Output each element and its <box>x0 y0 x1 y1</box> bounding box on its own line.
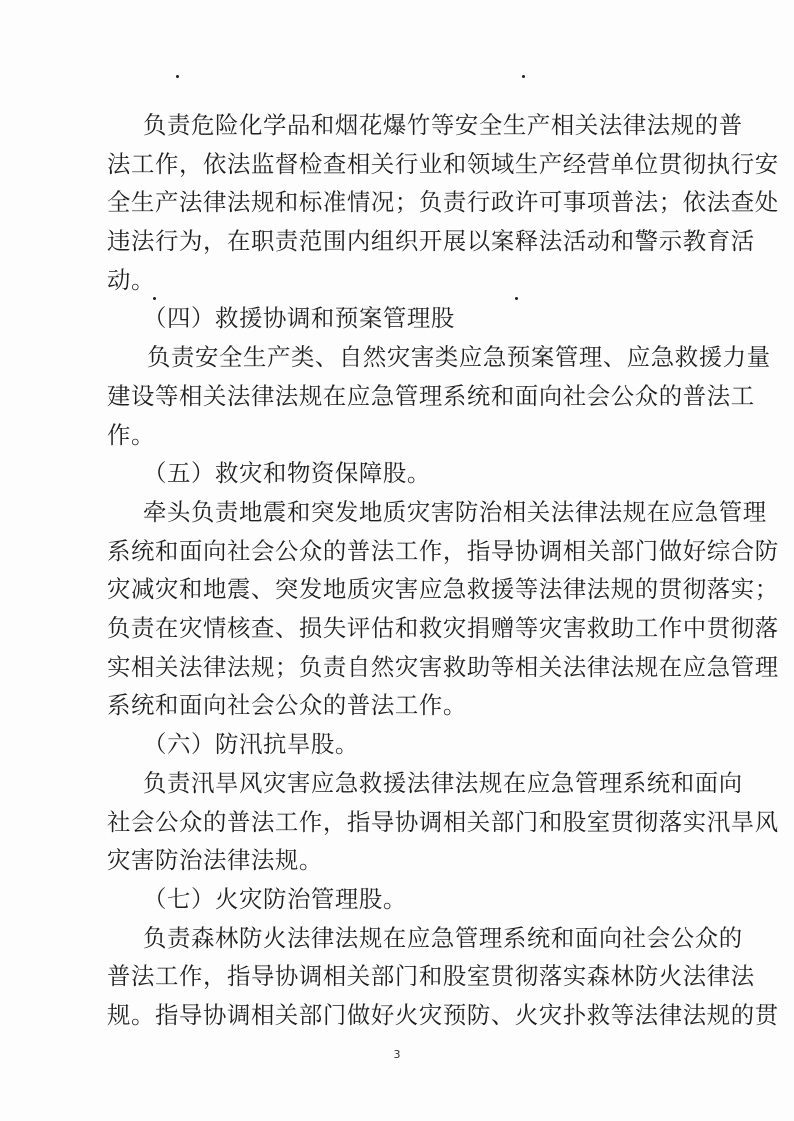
body-line: 负责汛旱风灾害应急救援法律法规在应急管理系统和面向 <box>143 769 743 797</box>
body-line: 负责森林防火法律法规在应急管理系统和面向社会公众的 <box>143 924 743 952</box>
body-line: 作。 <box>107 421 155 449</box>
body-line: 负责安全生产类、自然灾害类应急预案管理、应急救援力量 <box>147 343 771 371</box>
body-line: 灾减灾和地震、突发地质灾害应急救援等法律法规的贯彻落实； <box>107 575 779 603</box>
scan-speck <box>153 297 156 300</box>
section-heading: （六）防汛抗旱股。 <box>143 730 359 758</box>
body-line: 实相关法律法规；负责自然灾害救助等相关法律法规在应急管理 <box>107 653 779 681</box>
scan-speck <box>515 297 518 300</box>
page-number: 3 <box>393 1048 401 1061</box>
body-line: 建设等相关法律法规在应急管理系统和面向社会公众的普法工 <box>107 382 755 410</box>
body-line: 负责危险化学品和烟花爆竹等安全生产相关法律法规的普 <box>143 111 743 139</box>
scan-speck <box>522 75 525 78</box>
body-line: 负责在灾情核查、损失评估和救灾捐赠等灾害救助工作中贯彻落 <box>107 614 779 642</box>
body-line: 动。 <box>107 266 155 294</box>
body-line: 全生产法律法规和标准情况；负责行政许可事项普法；依法查处 <box>107 188 779 216</box>
body-line: 灾害防治法律法规。 <box>107 846 323 874</box>
body-line: 普法工作，指导协调相关部门和股室贯彻落实森林防火法律法 <box>107 962 755 990</box>
body-line: 社会公众的普法工作，指导协调相关部门和股室贯彻落实汛旱风 <box>107 808 779 836</box>
body-line: 违法行为，在职责范围内组织开展以案释法活动和警示教育活 <box>107 227 755 255</box>
body-line: 系统和面向社会公众的普法工作，指导协调相关部门做好综合防 <box>107 537 779 565</box>
scan-speck <box>176 75 179 78</box>
body-line: 规。指导协调相关部门做好火灾预防、火灾扑救等法律法规的贯 <box>107 1001 779 1029</box>
body-line: 系统和面向社会公众的普法工作。 <box>107 691 467 719</box>
section-heading: （七）火灾防治管理股。 <box>143 885 407 913</box>
section-heading: （四）救援协调和预案管理股 <box>143 304 455 332</box>
body-line: 牵头负责地震和突发地质灾害防治相关法律法规在应急管理 <box>143 498 767 526</box>
body-line: 法工作，依法监督检查相关行业和领域生产经营单位贯彻执行安 <box>107 150 779 178</box>
section-heading: （五）救灾和物资保障股。 <box>143 459 431 487</box>
